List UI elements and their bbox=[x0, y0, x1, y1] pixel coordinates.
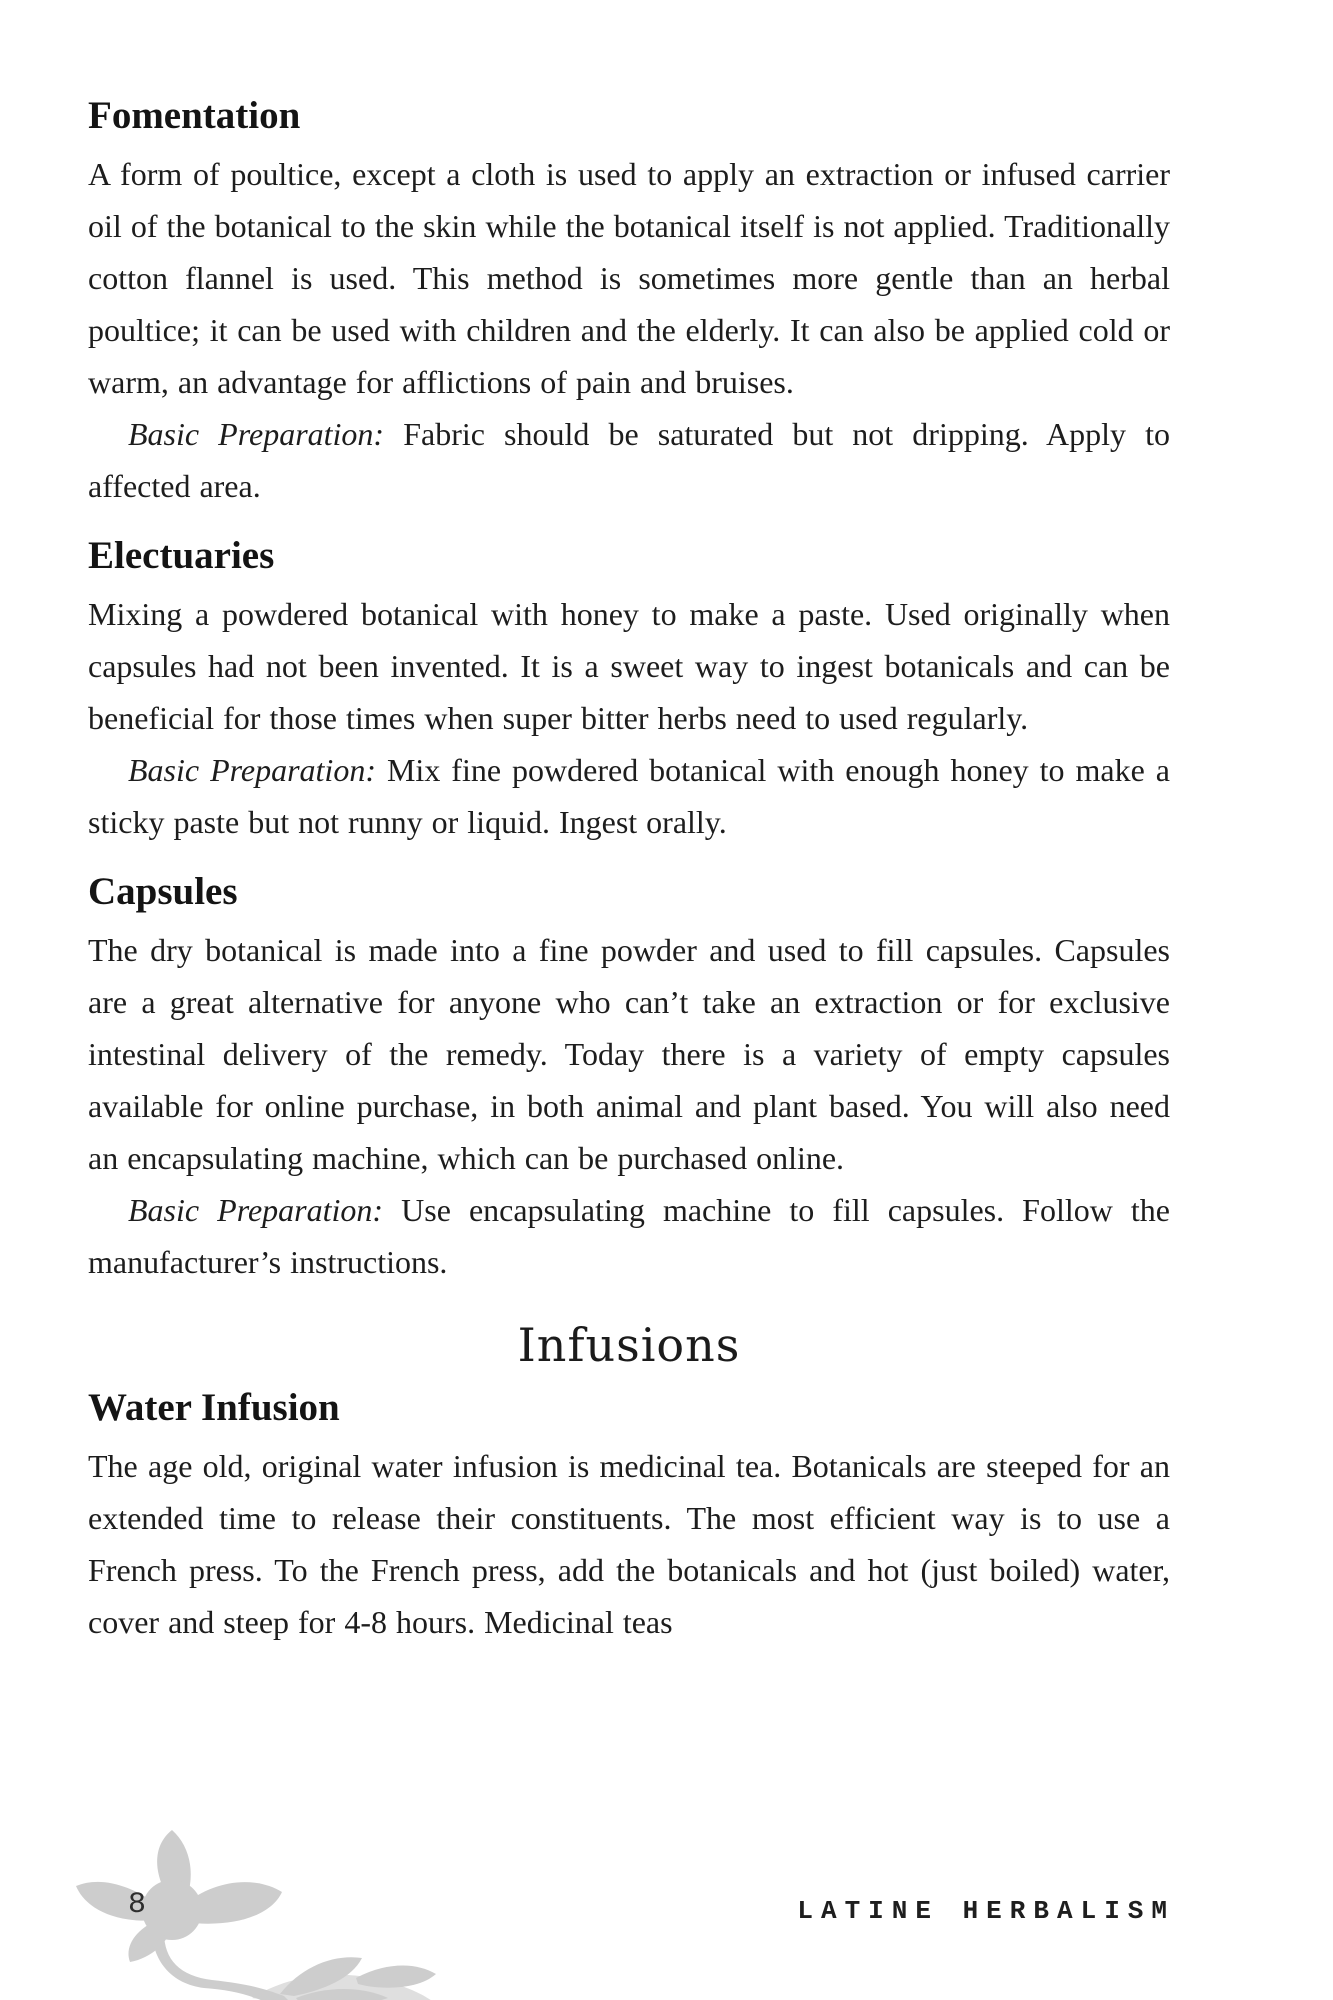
chapter-heading-infusions: Infusions bbox=[517, 1318, 741, 1372]
section-body-capsules: The dry botanical is made into a fine powder and used to fill capsules. Capsules are a great alternative for anyone who can’t take an extraction or for exclusive intestinal delivery of the remedy. Today there is a variety of empty capsules available for online purchase, in both animal and plant based. You will also need an encapsulating machine, which can be purchased online. bbox=[88, 932, 1170, 1176]
basic-preparation-capsules bbox=[88, 1184, 1170, 1288]
page-text-column bbox=[88, 0, 1170, 1648]
running-footer-book-title: LATINE HERBALISM bbox=[797, 1896, 1175, 1926]
page-number: 8 bbox=[128, 1888, 147, 1922]
section-heading-electuaries: Electuaries bbox=[88, 534, 275, 577]
section-body-fomentation: A form of poultice, except a cloth is used to apply an extraction or infused carrier oil of the botanical to the skin while the botanical itself is not applied. Traditionally cotton flannel is used. This method is sometimes more gentle than an herbal poultice; it can be used with children and the elderly. It can also be applied cold or warm, an advantage for afflictions of pain and bruises. bbox=[88, 156, 1170, 400]
section-body-water-infusion: The age old, original water infusion is medicinal tea. Botanicals are steeped for an extended time to release their constituents. The most efficient way is to use a French press. To the French press, add the botanicals and hot (just boiled) water, cover and steep for 4-8 hours. Medicinal teas bbox=[88, 1448, 1170, 1640]
section-body-electuaries: Mixing a powdered botanical with honey to make a paste. Used originally when capsules had not been invented. It is a sweet way to ingest botanicals and can be beneficial for those times when super bitter herbs need to used regularly. bbox=[88, 596, 1170, 736]
section-heading-fomentation: Fomentation bbox=[88, 94, 301, 137]
section-heading-water-infusion: Water Infusion bbox=[88, 1386, 340, 1429]
basic-preparation-label: Basic Preparation: bbox=[128, 752, 376, 788]
basic-preparation-fomentation bbox=[88, 408, 1170, 512]
basic-preparation-text: Mix fine powdered botanical with enough honey to make a sticky paste but not runny or liquid. Ingest orally. bbox=[88, 752, 1171, 840]
basic-preparation-electuaries bbox=[88, 744, 1170, 848]
basic-preparation-text: Use encapsulating machine to fill capsules. Follow the manufacturer’s instructions. bbox=[88, 1192, 1171, 1280]
basic-preparation-label: Basic Preparation: bbox=[128, 416, 385, 452]
leaf-flourish-icon bbox=[52, 1826, 442, 2000]
section-heading-capsules: Capsules bbox=[88, 870, 238, 913]
basic-preparation-label: Basic Preparation: bbox=[128, 1192, 384, 1228]
basic-preparation-text: Fabric should be saturated but not dripping. Apply to affected area. bbox=[88, 416, 1171, 504]
